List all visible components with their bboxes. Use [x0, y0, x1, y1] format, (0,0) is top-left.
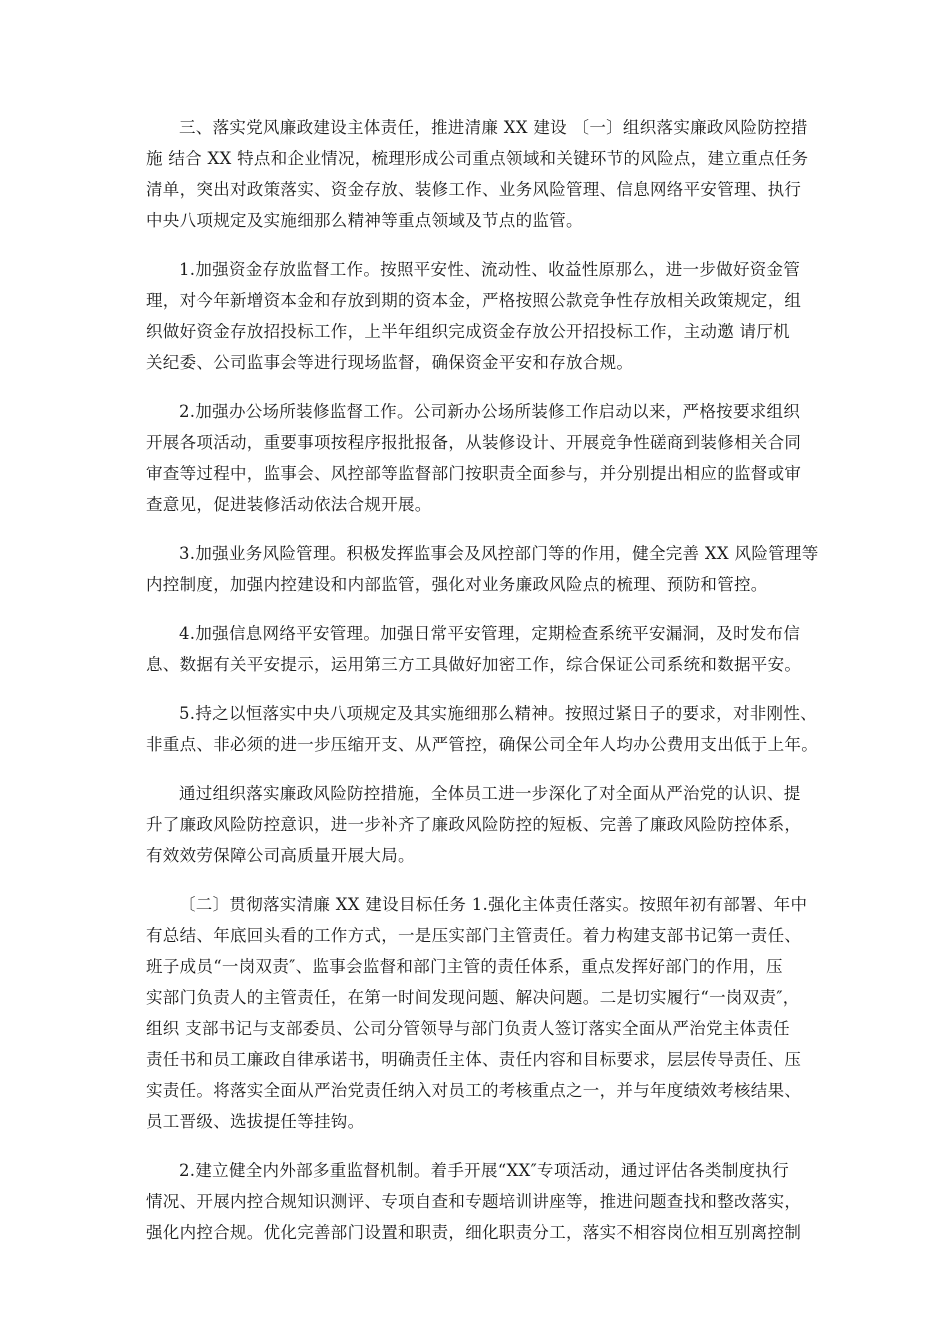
text-line: 强化内控合规。优化完善部门设置和职责，细化职责分工，落实不相容岗位相互别离控制: [146, 1223, 802, 1242]
document-body: [146, 112, 819, 1266]
paragraph-section-two-goals: [146, 889, 808, 1137]
text-line: 组织 支部书记与支部委员、公司分管领导与部门负责人签订落实全面从严治党主体责任: [146, 1019, 790, 1038]
paragraph-summary: [146, 778, 808, 871]
text-line: 有效效劳保障公司高质量开展大局。: [146, 846, 415, 865]
text-line: 内控制度，加强内控建设和内部监管，强化对业务廉政风险点的梳理、预防和管控。: [146, 575, 768, 594]
paragraph-item-4-network-security: [146, 618, 808, 680]
paragraph-item-3-business-risk: [146, 538, 819, 600]
text-line: 责任书和员工廉政自律承诺书，明确责任主体、责任内容和目标要求，层层传导责任、压: [146, 1050, 802, 1069]
text-line: 有总结、年底回头看的工作方式，一是压实部门主管责任。着力构建支部书记第一责任、: [146, 926, 802, 945]
text-line: 2.建立健全内外部多重监督机制。着手开展“XX″专项活动，通过评估各类制度执行: [179, 1161, 790, 1180]
text-line: 升了廉政风险防控意识，进一步补齐了廉政风险防控的短板、完善了廉政风险防控体系，: [146, 815, 802, 834]
text-line: 开展各项活动，重要事项按程序报批报备，从装修设计、开展竞争性磋商到装修相关合同: [146, 433, 802, 452]
text-line: 审查等过程中，监事会、风控部等监督部门按职责全面参与，并分别提出相应的监督或审: [146, 464, 802, 483]
text-line: 1.加强资金存放监督工作。按照平安性、流动性、收益性原那么，进一步做好资金管: [179, 260, 801, 279]
text-line: 情况、开展内控合规知识测评、专项自查和专题培训讲座等，推进问题查找和整改落实，: [146, 1192, 802, 1211]
paragraph-item-2-office-renovation: [146, 396, 808, 520]
text-line: 清单，突出对政策落实、资金存放、装修工作、业务风险管理、信息网络平安管理、执行: [146, 180, 802, 199]
text-line: 4.加强信息网络平安管理。加强日常平安管理，定期检查系统平安漏洞，及时发布信: [179, 624, 801, 643]
text-line: 实责任。将落实全面从严治党责任纳入对员工的考核重点之一，并与年度绩效考核结果、: [146, 1081, 802, 1100]
text-line: 关纪委、公司监事会等进行现场监督，确保资金平安和存放合规。: [146, 353, 634, 372]
paragraph-item-5-eight-rules: [146, 698, 818, 760]
text-line: 非重点、非必须的进一步压缩开支、从严管控，确保公司全年人均办公费用支出低于上年。: [146, 735, 818, 754]
text-line: 通过组织落实廉政风险防控措施，全体员工进一步深化了对全面从严治党的认识、提: [179, 784, 801, 803]
text-line: 班子成员“一岗双责″、监事会监督和部门主管的责任体系，重点发挥好部门的作用，压: [146, 957, 783, 976]
paragraph-item-1-funds: [146, 254, 808, 378]
text-line: 查意见，促进装修活动依法合规开展。: [146, 495, 432, 514]
text-line: 2.加强办公场所装修监督工作。公司新办公场所装修工作启动以来，严格按要求组织: [179, 402, 801, 421]
text-line: 三、落实党风廉政建设主体责任，推进清廉 XX 建设 〔一〕组织落实廉政风险防控措: [179, 118, 808, 137]
text-line: 织做好资金存放招投标工作，上半年组织完成资金存放公开招投标工作，主动邀 请厅机: [146, 322, 790, 341]
text-line: 中央八项规定及实施细那么精神等重点领域及节点的监管。: [146, 211, 583, 230]
paragraph-item-2-supervision: [146, 1155, 808, 1248]
paragraph-section-three-intro: [146, 112, 808, 236]
text-line: 理，对今年新增资本金和存放到期的资本金，严格按照公款竞争性存放相关政策规定，组: [146, 291, 802, 310]
text-line: 5.持之以恒落实中央八项规定及其实施细那么精神。按照过紧日子的要求，对非刚性、: [179, 704, 817, 723]
text-line: 员工晋级、选拔提任等挂钩。: [146, 1112, 365, 1131]
text-line: 〔二〕贯彻落实清廉 XX 建设目标任务 1.强化主体责任落实。按照年初有部署、年中: [179, 895, 808, 914]
text-line: 息、数据有关平安提示，运用第三方工具做好加密工作，综合保证公司系统和数据平安。: [146, 655, 802, 674]
text-line: 施 结合 XX 特点和企业情况，梳理形成公司重点领域和关键环节的风险点，建立重点任务: [146, 149, 809, 168]
text-line: 3.加强业务风险管理。积极发挥监事会及风控部门等的作用，健全完善 XX 风险管理等: [179, 544, 819, 563]
text-line: 实部门负责人的主管责任，在第一时间发现问题、解决问题。二是切实履行“一岗双责″，: [146, 988, 800, 1007]
